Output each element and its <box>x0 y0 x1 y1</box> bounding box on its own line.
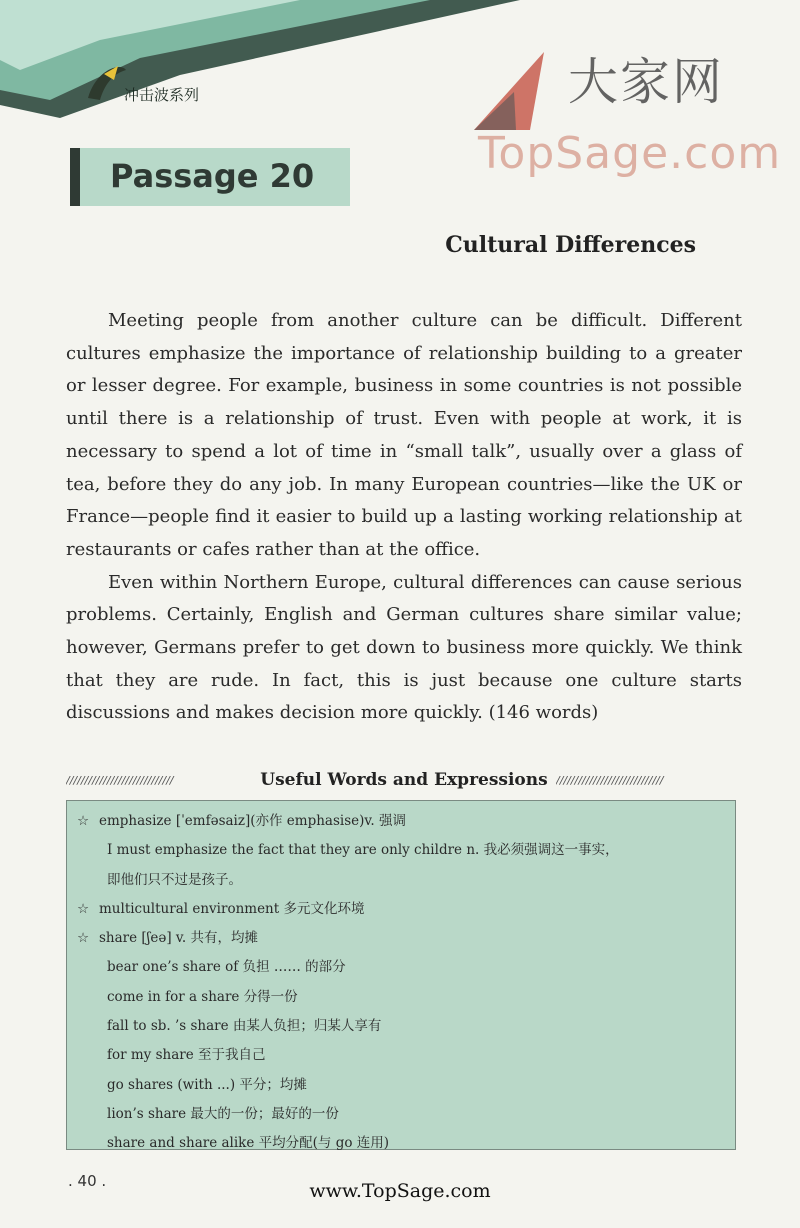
vocab-line: bear one’s share of 负担 …… 的部分 <box>107 959 346 976</box>
watermark-en-logo: TopSage.com <box>478 128 782 179</box>
vocab-line: I must emphasize the fact that they are only childre n. 我必须强调这一事实， <box>107 842 619 859</box>
article-title: Cultural Differences <box>445 232 696 258</box>
vocab-line: ☆ share [ʃeə] v. 共有，均摊 <box>77 924 725 953</box>
useful-words-title: Useful Words and Expressions <box>260 770 548 790</box>
vocabulary-box <box>66 800 736 1150</box>
watermark-cn-logo: 大家网 <box>568 53 724 111</box>
vocab-line: 即他们只不过是孩子。 <box>107 871 242 888</box>
watermark-logo-icon <box>474 52 554 132</box>
series-label: 冲击波系列 <box>124 86 200 104</box>
passage-body <box>66 305 742 730</box>
vocab-line: lion’s share 最大的一份；最好的一份 <box>107 1105 339 1122</box>
vocab-line: ☆ emphasize [ˈemfəsaiz](亦作 emphasise)v. 强调 <box>77 807 725 836</box>
vocab-line: come in for a share 分得一份 <box>107 988 298 1005</box>
footer-url[interactable]: www.TopSage.com <box>309 1180 491 1202</box>
passage-label: Passage 20 <box>110 157 315 195</box>
vocab-line: go shares (with ...) 平分；均摊 <box>107 1076 307 1093</box>
page-number: . 40 . <box>68 1172 107 1190</box>
useful-words-header <box>66 766 742 794</box>
paragraph-1: Meeting people from another culture can be difficult. Different cultures emphasize the importance of relationship building to a greater or lesser degree. For example, business in some countries is not possible until there is a relationship of trust. Even with people at work, it is necessary to spend a lot of time in “small talk”, usually over a glass of tea, before they do any job. In many European countries—like the UK or France—people find it easier to build up a lasting working relationship at restaurants or cafes rather than at the office. <box>66 310 742 560</box>
vocab-line: share and share alike 平均分配(与 go 连用) <box>107 1135 390 1152</box>
divider-right: ///////////////////////////// <box>555 773 664 787</box>
vocab-line: for my share 至于我自己 <box>107 1047 266 1064</box>
paragraph-2: Even within Northern Europe, cultural differences can cause serious problems. Certainly, English and German cultures share similar value; however, Germans prefer to get down to business more quickly. We think that they are rude. In fact, this is just because one culture starts discussions and makes decision more quickly. (146 words) <box>66 571 742 724</box>
star-icon: ☆ <box>77 930 90 947</box>
divider-left: ///////////////////////////// <box>66 773 174 787</box>
star-icon: ☆ <box>77 900 90 917</box>
star-icon: ☆ <box>77 813 90 829</box>
vocab-line: ☆ multicultural environment 多元文化环境 <box>77 895 725 924</box>
vocab-line: fall to sb. ’s share 由某人负担；归某人享有 <box>107 1018 382 1035</box>
